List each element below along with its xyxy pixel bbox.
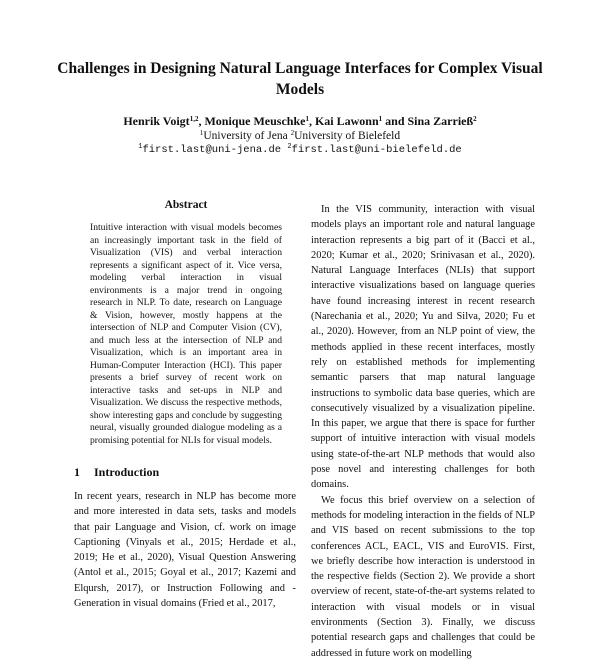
author-affiliation-marker: 1,2 bbox=[189, 115, 199, 123]
affiliation-marker: 1 bbox=[199, 129, 204, 137]
intro-paragraph: In recent years, research in NLP has become more and more interested in data sets, tasks and models that pair Language and Vision, cf. work on image Captioning (Vinyals et al., 2015; Herdade et al., 2019; He et al., 2020), Visual Question Answering (Antol et al., 2015; Goyal et al., 2017; Kazemi and Elqursh, 2017), or Instruction Following and -Generation in visual domains (Fried et al., 2017, bbox=[74, 491, 296, 610]
email-address[interactable]: first.last@uni-bielefeld.de bbox=[291, 144, 462, 156]
author-separator: , bbox=[198, 114, 205, 128]
author-affiliation-marker: 1 bbox=[378, 115, 383, 123]
affiliation-marker: 2 bbox=[290, 129, 295, 137]
body-paragraph: In the VIS community, interaction with visual models plays an important role and natural language interaction represents a big part of it (Bacci et al., 2020; Kumar et al., 2020; Srinivasan et al., 2020). Natural Language Interfaces (NLIs) that support interactive visualizations based on language queries have found increasing interest in recent research (Narechania et al., 2020; Yu and Silva, 2020; Fu et al., 2020). However, from an NLP point of view, the methods applied in these recent interfaces, mostly rely on established methods for implementing semantic parsers that map natural language instructions to symbolic data base queries, which are consecutively visualized by a visualization pipeline. In this paper, we argue that there is space for further support of intuitive interaction with visual models using state-of-the-art NLP methods that would also pose novel and interesting challenges for both domains. bbox=[311, 204, 535, 491]
right-column-text bbox=[311, 202, 535, 661]
affiliation-name: University of Jena bbox=[203, 130, 288, 142]
intro-column-text bbox=[74, 489, 296, 611]
affiliations bbox=[40, 130, 560, 142]
author-affiliation-marker: 1 bbox=[305, 115, 309, 123]
author-separator: and bbox=[382, 114, 408, 128]
author-affiliation-marker: 2 bbox=[473, 115, 477, 123]
section-number: 1 bbox=[74, 465, 80, 479]
author-name: Monique Meuschke bbox=[204, 114, 306, 128]
section-heading bbox=[74, 465, 159, 480]
abstract-heading: Abstract bbox=[164, 199, 208, 211]
body-paragraph: We focus this brief overview on a selection of methods for modeling interaction in the fields of NLP and VIS based on recent submissions to the top conferences ACL, EACL, VIS and EuroVIS. First, we briefly describe how interaction is understood in the respective fields (Section 2). We provide a short overview of recent, state-of-the-art systems related to interaction with visual models or in visual environments (Section 3). Finally, we discuss potential research gaps and challenges that could be addressed in future work on modelling bbox=[311, 494, 535, 659]
affiliation-name: University of Bielefeld bbox=[294, 130, 401, 142]
author-separator: , bbox=[308, 114, 315, 128]
abstract-text: Intuitive interaction with visual models becomes an increasingly important task in the field of Visualization (VIS) and verbal interaction represents a significant aspect of it. Vice versa, modeling verbal interaction in visual environments is a major trend in ongoing research in NLP. To date, research on Language & Vision, however, mostly happens at the intersection of NLP and Computer Vision (CV), and much less at the intersection of NLP and Visualization, which is an important area in Human-Computer Interaction (HCI). This paper presents a brief survey of recent work on interactive tasks and set-ups in NLP and Visualization. We discuss the respective methods, show interesting gaps and conclude by suggesting neural, visually grounded dialogue modeling as a promising potential for NLIs for visual models. bbox=[90, 222, 282, 446]
section-title: Introduction bbox=[94, 465, 160, 479]
author-name: Kai Lawonn bbox=[314, 114, 379, 128]
email-marker: 2 bbox=[287, 143, 292, 151]
email-marker: 1 bbox=[138, 143, 143, 151]
author-name: Sina Zarrieß bbox=[407, 114, 474, 128]
paper-title: Challenges in Designing Natural Language Interfaces for Complex Visual Models bbox=[57, 60, 543, 98]
author-emails bbox=[40, 144, 560, 156]
author-list bbox=[40, 114, 560, 129]
author-name: Henrik Voigt bbox=[123, 114, 190, 128]
email-address[interactable]: first.last@uni-jena.de bbox=[142, 144, 282, 156]
